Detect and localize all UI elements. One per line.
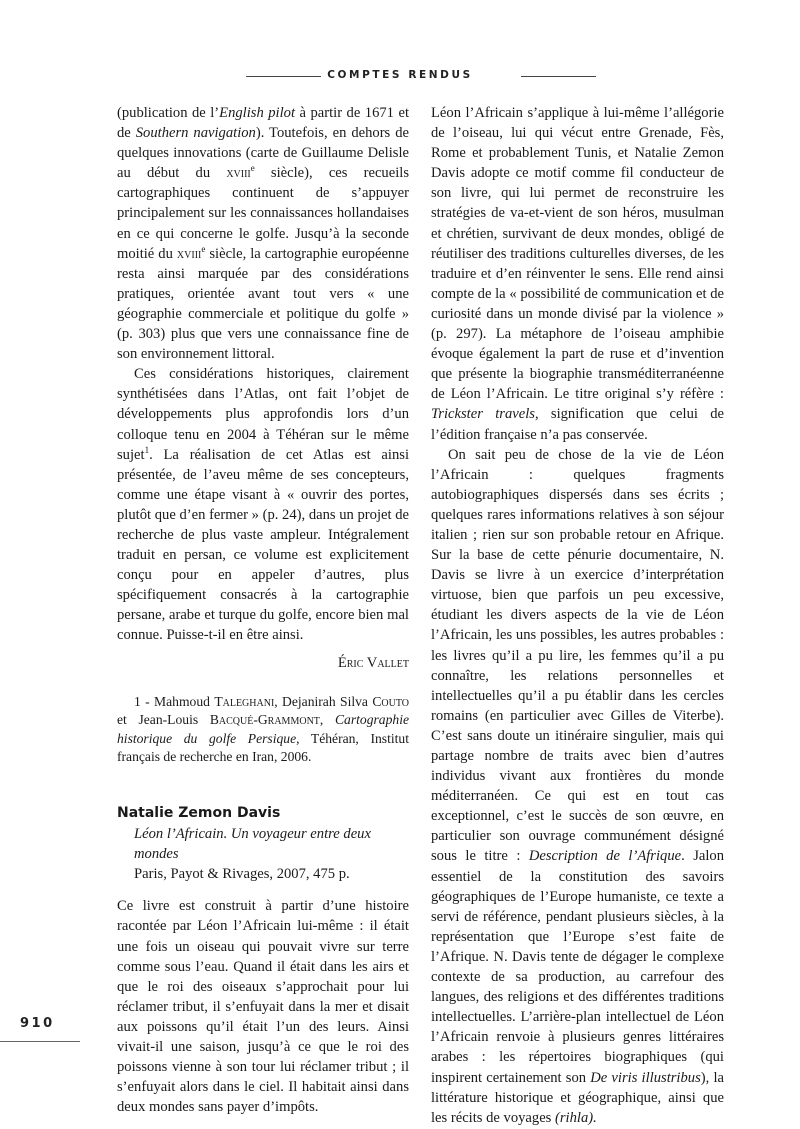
book-title: Léon l’Africain. Un voyageur entre deux mondes bbox=[134, 826, 371, 863]
superscript: e bbox=[201, 243, 206, 254]
text-run: à partir de 1671 et de bbox=[117, 105, 409, 142]
text-run: , Dejanirah Silva bbox=[274, 693, 373, 709]
text-run: ). Toutefois, en dehors de quelques innovations (carte de Guillaume Delisle au début du bbox=[117, 125, 409, 182]
text-run: xviii bbox=[226, 165, 251, 182]
text-run: , signification que celui de l’édition française n’a pas conservée. bbox=[431, 406, 725, 443]
italic-text: Southern navigation bbox=[135, 125, 256, 142]
italic-text: Cartographie historique du golfe Persique bbox=[117, 712, 409, 746]
text-run: et Jean-Louis bbox=[117, 712, 210, 728]
italic-text: De viris illustribus bbox=[590, 1069, 701, 1086]
text-run: ), la littérature historique et géographique, ainsi que les récits de voyages bbox=[431, 1069, 724, 1126]
paragraph bbox=[117, 896, 409, 1117]
text-run: , Téhéran, Institut français de recherche en Iran, 2006. bbox=[117, 730, 409, 765]
text-run: xviii bbox=[176, 245, 202, 262]
superscript: 1 bbox=[144, 444, 150, 455]
italic-text: Trickster travels bbox=[431, 406, 535, 423]
right-column bbox=[431, 103, 724, 1128]
text-run: 1 - Mahmoud bbox=[134, 693, 215, 709]
book-publisher: Paris, Payot & Rivages, 2007, 475 p. bbox=[134, 866, 350, 883]
text-run: (publication de l’ bbox=[117, 105, 220, 121]
paragraph bbox=[431, 445, 724, 1128]
paragraph bbox=[117, 103, 409, 364]
text-run: Ce livre est construit à partir d’une histoire racontée par Léon l’Africain lui-même : il était une fois un oiseau qui pouvait vivre sur terre comme sous l’eau. Quand il était dans les airs et que le roi des oiseaux s’approchait pour lui réclamer tribut, il s’enfuyait dans la mer et disait aux poissons qu’il était l’un des leurs. Ainsi vivait-il une saison, jusqu’à ce que le roi des poissons vienne à son tour lui réclamer tribut ; il s’enfuyait alors dans le ciel. Il habitait ainsi dans deux mondes sans payer d’impôts. bbox=[117, 898, 409, 1116]
text-run: . Jalon essentiel de la constitution des savoirs géographiques de l’Europe humaniste, ce texte a servi de référence, pendant plusieurs siècles, à la représentation que l’Europe s’est faite de l’Afrique. N. Davis tente de dégager le complexe contexte de sa production, au carrefour des langues, des religions et des différentes traditions intellectuelles. L’arrière-plan intellectuel de Léon l’Africain renvoie à plusieurs genres littéraires arabes : les répertoires biographiques (qui inspirent certainement son bbox=[431, 848, 724, 1086]
text-run: siècle, la cartographie européenne resta ainsi marquée par des considérations pratiques, orientée avant tout vers « une géographie commerciale et politique du golfe » (p. 303) plus que vers une connaissance fine de son environnement littoral. bbox=[117, 245, 409, 363]
italic-text: (rihla). bbox=[555, 1109, 597, 1126]
italic-text: Description de l’Afrique bbox=[528, 848, 682, 865]
text-run: Bacqué-Grammont bbox=[209, 712, 320, 728]
book-reference bbox=[117, 803, 409, 884]
page-number-rule bbox=[0, 1041, 80, 1042]
text-run: Léon l’Africain s’applique à lui-même l’allégorie de l’oiseau, lui qui vécut entre Grenade, Fès, Rome et probablement Tunis, et Natalie Zemon Davis adopte ce motif comme fil conducteur de son livre, qui lui permet de reconstruire les stratégies de va-et-vient de son héros, musulman et chrétien, survivant de deux mondes, obligé de réutiliser des traditions culturelles diverses, de les traduire et d’en réinventer le sens. Elle rend ainsi compte de la « possibilité de communication et de curiosité dans un monde divisé par la violence » (p. 297). La métaphore de l’oiseau amphibie évoque également la part de ruse et d’invention que présente la biographie transméditerranéenne de Léon l’Africain. Le titre original s’y réfère : bbox=[431, 105, 724, 403]
superscript: e bbox=[250, 163, 255, 174]
page-number: 910 bbox=[20, 1016, 55, 1031]
paragraph bbox=[117, 364, 409, 645]
text-run: On sait peu de chose de la vie de Léon l’Africain : quelques fragments autobiographiques dispersés dans ses écrits ; quelques rares informations relatives à son séjour italien ; rien sur son probable retour en Afrique. Sur la base de cette pénurie documentaire, N. Davis se livre à un exercice d’interprétation virtuose, bien que parfois un peu excessive, étudiant les divers aspects de la vie de Léon l’Africain, les uns possibles, les autres probables : les livres qu’il a pu lire, les femmes qu’il a pu connaître, les relations personnelles et intellectuelles qu’il a pu établir dans les cercles romains (en particulier avec Gilles de Viterbe). C’est sans doute un itinéraire singulier, mais qui partage nombre de traits avec bien d’autres individus vivant aux frontières du monde méditerranéen. Ce qui est en tout cas exceptionnel, c’est le succès de son œuvre, en particulier son ouvrage communément désigné sous le titre : bbox=[431, 446, 724, 865]
text-run: Ces considérations historiques, clairement synthétisées dans l’Atlas, ont fait l’objet de développements plus approfondis lors d’un colloque tenu en 2004 à Téhéran sur le même sujet bbox=[117, 366, 409, 463]
book-author: Natalie Zemon Davis bbox=[117, 805, 281, 821]
text-run: Couto bbox=[372, 693, 409, 709]
text-run: siècle), ces recueils cartographiques continuent de s’appuyer principalement sur les connaissances hollandaises en ce qui concerne le golfe. Jusqu’à la seconde moitié du bbox=[117, 165, 409, 262]
text-run: . La réalisation de cet Atlas est ainsi présentée, de l’aveu même de ses concepteurs, comme une étape visant à « ouvrir des portes, plutôt que d’en fermer » (p. 24), dans un projet de recherche de plus vaste ampleur. Intégralement traduit en persan, ce volume est explicitement conçu pour en appeler d’autres, plus spécifiquement consacrés à la cartographie persane, arabe et turque du golfe, encore bien mal connue. Puisse-t-il en être ainsi. bbox=[117, 446, 409, 644]
running-header: COMPTES RENDUS bbox=[327, 69, 473, 81]
text-run: Taleghani bbox=[214, 693, 275, 709]
footnote bbox=[117, 693, 409, 767]
text-run: , bbox=[319, 712, 335, 728]
left-column bbox=[117, 103, 409, 1117]
italic-text: English pilot bbox=[219, 105, 296, 121]
paragraph bbox=[431, 103, 724, 445]
author-signature: Éric Vallet bbox=[337, 654, 409, 671]
header-rule-right bbox=[521, 76, 596, 77]
